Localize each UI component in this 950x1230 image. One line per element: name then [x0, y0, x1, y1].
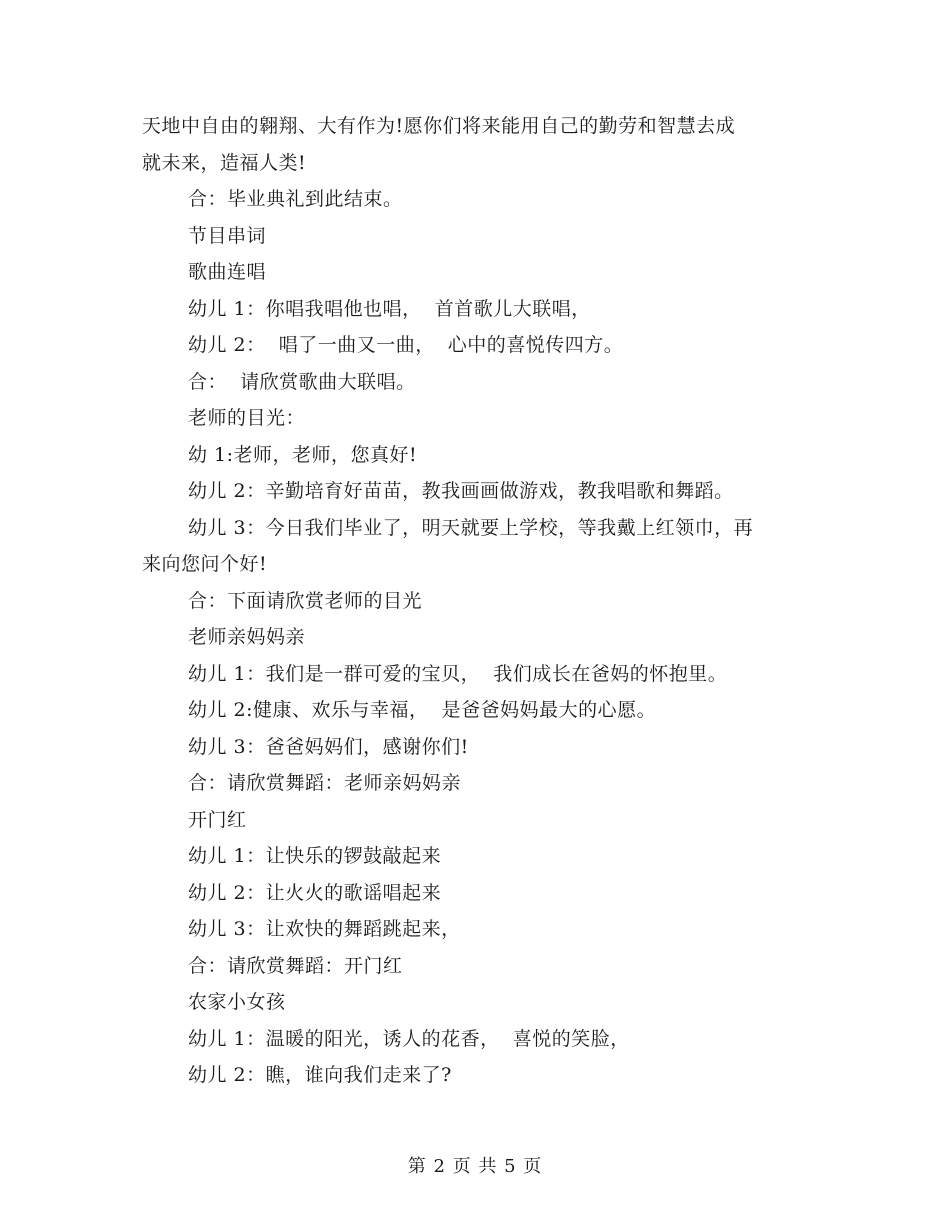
paragraph-line: 幼儿 3：让欢快的舞蹈跳起来， — [188, 918, 461, 940]
section-heading: 歌曲连唱 — [188, 261, 267, 283]
section-heading: 开门红 — [188, 808, 247, 831]
paragraph-line: 合：毕业典礼到此结束。 — [188, 188, 403, 210]
paragraph-line: 幼儿 3：爸爸妈妈们，感谢你们! — [188, 735, 469, 758]
paragraph-line: 幼儿 2： 唱了一曲又一曲， 心中的喜悦传四方。 — [188, 334, 624, 356]
paragraph-line: 幼儿 2：辛勤培育好苗苗，教我画画做游戏，教我唱歌和舞蹈。 — [188, 480, 734, 502]
paragraph-line: 就未来，造福人类! — [142, 151, 307, 174]
paragraph-line: 合：请欣赏舞蹈：老师亲妈妈亲 — [188, 772, 462, 794]
section-heading: 农家小女孩 — [188, 991, 286, 1013]
section-heading: 老师的目光： — [188, 407, 306, 429]
paragraph-line: 幼儿 2：瞧，谁向我们走来了? — [188, 1064, 452, 1086]
paragraph-line: 来向您问个好! — [142, 553, 268, 575]
paragraph-line: 幼儿 1：你唱我唱他也唱， 首首歌儿大联唱， — [188, 297, 591, 320]
paragraph-line: 幼儿 2：让火火的歌谣唱起来 — [188, 881, 442, 904]
paragraph-line: 合：下面请欣赏老师的目光 — [188, 589, 423, 612]
paragraph-line: 幼儿 1：我们是一群可爱的宝贝， 我们成长在爸妈的怀抱里。 — [188, 662, 728, 685]
paragraph-line: 合：请欣赏舞蹈：开门红 — [188, 954, 403, 977]
paragraph-line: 幼 1:老师，老师，您真好! — [188, 443, 418, 466]
section-heading: 节目串词 — [188, 224, 267, 247]
paragraph-line: 幼儿 3：今日我们毕业了，明天就要上学校，等我戴上红领巾，再 — [188, 516, 754, 539]
paragraph-line: 幼儿 1：温暖的阳光，诱人的花香， 喜悦的笑脸， — [188, 1027, 630, 1050]
document-body — [142, 108, 822, 1094]
section-heading: 老师亲妈妈亲 — [188, 626, 306, 648]
paragraph-line: 天地中自由的翱翔、大有作为!愿你们将来能用自己的勤劳和智慧去成 — [142, 115, 736, 137]
paragraph-line: 幼儿 2:健康、欢乐与幸福， 是爸爸妈妈最大的心愿。 — [188, 699, 657, 721]
paragraph-line: 幼儿 1：让快乐的锣鼓敲起来 — [188, 845, 442, 867]
page-number-footer: 第 2 页 共 5 页 — [407, 1156, 543, 1177]
paragraph-line: 合： 请欣赏歌曲大联唱。 — [188, 370, 416, 393]
